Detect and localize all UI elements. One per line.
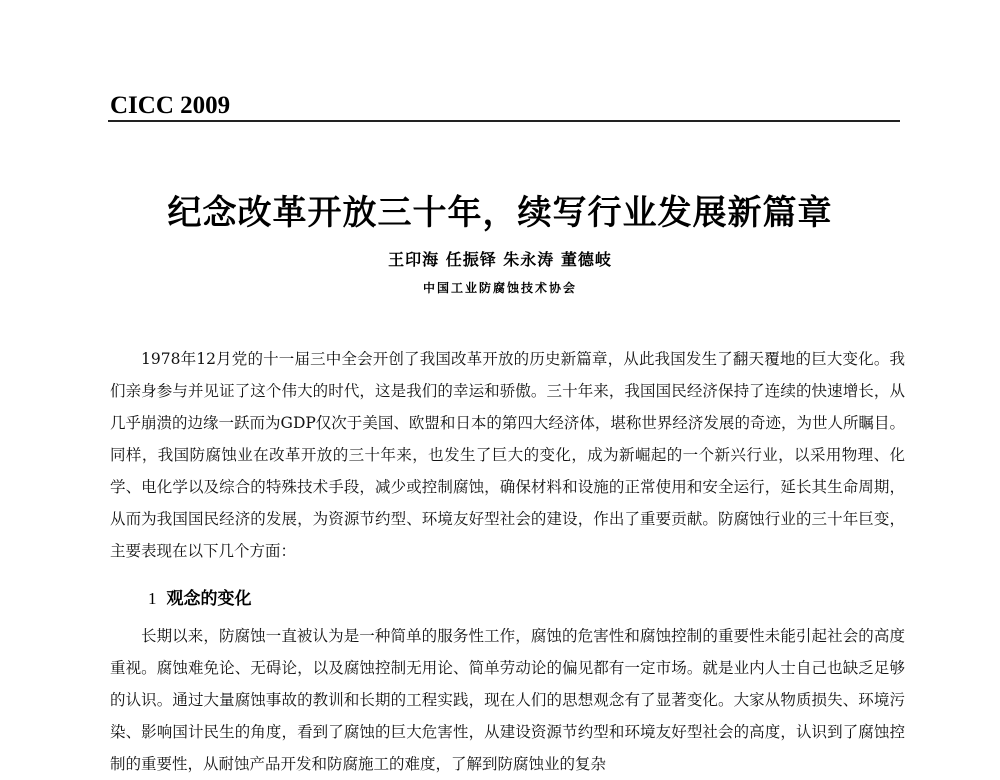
section-1-paragraph: 长期以来，防腐蚀一直被认为是一种简单的服务性工作，腐蚀的危害性和腐蚀控制的重要性未能引起社会的高度重视。腐蚀难免论、无碍论，以及腐蚀控制无用论、简单劳动论的偏见都有一定市场。就是业内人士自己也缺乏足够的认识。通过大量腐蚀事故的教训和长期的工程实践，现在人们的思想观念有了显著变化。大家从物质损失、环境污染、影响国计民生的角度，看到了腐蚀的巨大危害性，从建设资源节约型和环境友好型社会的高度，认识到了腐蚀控制的重要性，从耐蚀产品开发和防腐施工的难度，了解到防腐蚀业的复杂 [110,627,905,773]
article-title: 纪念改革开放三十年，续写行业发展新篇章 [167,193,833,233]
section-title: 观念的变化 [166,589,252,609]
section-heading [148,584,252,609]
header-rule [108,120,900,122]
conference-header: CICC 2009 [110,92,231,119]
intro-paragraph: 1978年12月党的十一届三中全会开创了我国改革开放的历史新篇章，从此我国发生了翻天覆地的巨大变化。我们亲身参与并见证了这个伟大的时代，这是我们的幸运和骄傲。三十年来，我国国民经济保持了连续的快速增长，从几乎崩溃的边缘一跃而为GDP仅次于美国、欧盟和日本的第四大经济体，堪称世界经济发展的奇迹，为世人所瞩目。同样，我国防腐蚀业在改革开放的三十年来，也发生了巨大的变化，成为新崛起的一个新兴行业，以采用物理、化学、电化学以及综合的特殊技术手段，减少或控制腐蚀，确保材料和设施的正常使用和安全运行，延长其生命周期，从而为我国国民经济的发展，为资源节约型、环境友好型社会的建设，作出了重要贡献。防腐蚀行业的三十年巨变，主要表现在以下几个方面： [110,350,905,560]
article-authors: 王印海 任振铎 朱永涛 董德岐 [388,250,612,269]
article-affiliation: 中国工业防腐蚀技术协会 [422,281,577,295]
section-number: 1 [148,589,157,608]
section-1-body [110,620,905,780]
intro-section [110,343,905,567]
